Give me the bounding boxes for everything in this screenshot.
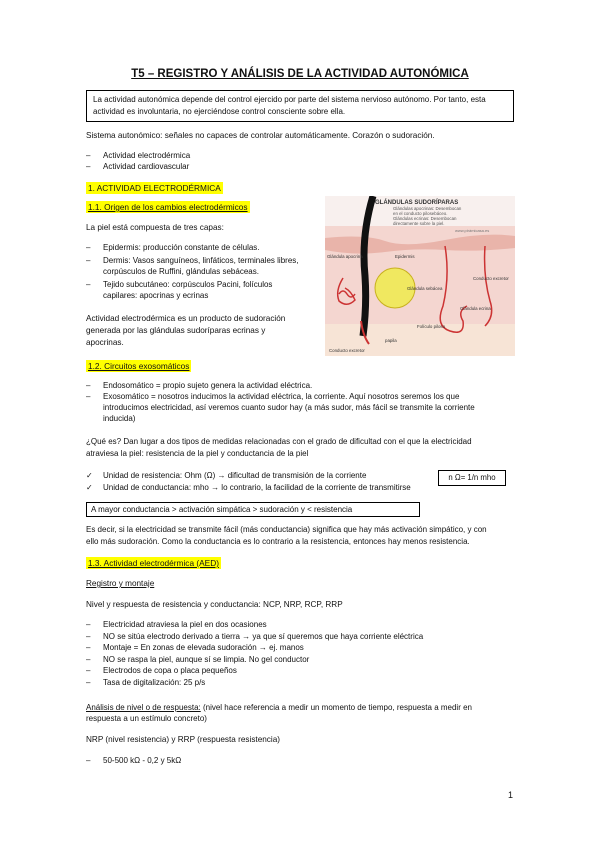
- analisis-paragraph: Análisis de nivel o de respuesta: (nivel hace referencia a medir un momento de tiempo, respuesta a medir en respuesta a un estímulo concreto): [86, 703, 472, 723]
- svg-text:www.pirámicasa.es: www.pirámicasa.es: [455, 228, 490, 233]
- intro-box: La actividad autonómica depende del control ejercido por parte del sistema nervioso autónomo. Por tanto, esta actividad es involuntaria, no ejerciéndose control consciente sobre ella.: [86, 90, 514, 122]
- intro-line: Sistema autonómico: señales no capaces de controlar automáticamente. Corazón o sudoración.: [86, 131, 435, 140]
- list-item: – NO se raspa la piel, aunque sí se limpia. No gel conductor: [86, 654, 310, 664]
- sweat-glands-figure: [325, 196, 515, 356]
- figure-title: GLÁNDULAS SUDORÍPARAS: [375, 200, 459, 206]
- list-item: – 50-500 kΩ - 0,2 y 5kΩ: [86, 756, 182, 765]
- list-item: – Electrodos de copa o placa pequeños: [86, 666, 237, 675]
- svg-text:Folículo piloso: Folículo piloso: [417, 324, 446, 329]
- aed-paragraph: Actividad electrodérmica es un producto de sudoración generada por las glándulas sudoríparas ecrinas y apocrinas.: [86, 314, 286, 347]
- list-item: – NO se sitúa electrodo derivado a tierra → ya que sí queremos que haya corriente eléctrica: [86, 631, 424, 641]
- svg-text:Glándula ecrina: Glándula ecrina: [460, 306, 491, 311]
- sweat-glands-illustration: [325, 196, 515, 356]
- section-heading-1-3: 1.3. Actividad electrodérmica (AED): [88, 558, 219, 568]
- check-icon: ✓: [86, 483, 93, 492]
- ohm-mho-box: n Ω= 1/n mho: [438, 470, 506, 486]
- list-item: – Montaje = En zonas de elevada sudoración → ej. manos: [86, 643, 304, 652]
- check-icon: ✓: [86, 471, 93, 480]
- list-item: – Endosomático = propio sujeto genera la actividad eléctrica.: [86, 381, 313, 390]
- svg-text:papila: papila: [385, 338, 397, 343]
- section-heading-1-1: 1.1. Origen de los cambios electrodérmicos: [88, 202, 248, 212]
- list-item: ✓ Unidad de resistencia: Ohm (Ω) → dificultad de transmisión de la corriente: [86, 471, 367, 480]
- list-item: – Actividad cardiovascular: [86, 162, 190, 171]
- section-heading-1-2: 1.2. Circuitos exosomáticos: [88, 361, 190, 371]
- svg-text:Epidermis: Epidermis: [395, 254, 415, 259]
- svg-text:Glándula apocrina: Glándula apocrina: [327, 254, 363, 259]
- units-checklist: [86, 470, 436, 494]
- section-heading-1: 1. ACTIVIDAD ELECTRODÉRMICA: [88, 183, 221, 193]
- range-list: [86, 755, 386, 766]
- list-item: – Exosomático = nosotros inducimos la actividad eléctrica, la corriente. Aquí nosotros seremos los que: [86, 392, 460, 401]
- montaje-list: [86, 619, 506, 688]
- nrp-line: NRP (nivel resistencia) y RRP (respuesta resistencia): [86, 735, 280, 744]
- es-decir-paragraph: Es decir, si la electricidad se transmite fácil (más conductancia) significa que hay más activación simpático, y con ello más sudoración. Como la conductancia es lo contrario a la resistencia, entonces hay menos resistencia.: [86, 525, 487, 546]
- list-item: – Dermis: Vasos sanguíneos, linfáticos, terminales libres,: [86, 256, 299, 265]
- list-item: – Tejido subcutáneo: corpúsculos Pacini, folículos: [86, 280, 273, 289]
- list-item: – Epidermis: producción constante de células.: [86, 243, 260, 252]
- registro-heading: Registro y montaje: [86, 579, 155, 588]
- intro-list: [86, 150, 386, 174]
- svg-text:Glándulas apocrinas: Desemboca: Glándulas apocrinas: Desembocan: [393, 206, 462, 211]
- svg-text:Glándulas ecrinas: Desembocan: Glándulas ecrinas: Desembocan: [393, 216, 457, 221]
- svg-text:directamente sobre la piel.: directamente sobre la piel.: [393, 221, 445, 226]
- page-title: T5 – REGISTRO Y ANÁLISIS DE LA ACTIVIDAD AUTONÓMICA: [131, 68, 469, 80]
- skin-intro: La piel está compuesta de tres capas:: [86, 223, 224, 232]
- list-item: – Electricidad atraviesa la piel en dos ocasiones: [86, 620, 267, 629]
- svg-text:Glándula sebácea: Glándula sebácea: [407, 286, 443, 291]
- svg-text:Conducto excretor: Conducto excretor: [329, 348, 365, 353]
- nivel-line: Nivel y respuesta de resistencia y conductancia: NCP, NRP, RCP, RRP: [86, 600, 343, 609]
- skin-layers-list: – Epidermis: producción constante de células. – Dermis: Vasos sanguíneos, linfáticos, terminales libres, corpúsculos de Ruffini, glándulas sebáceas. – Tejido subcutáneo: corpúsculos Pacini, folículos capilares: apocrinas y ecrinas: [86, 242, 321, 301]
- svg-text:Conducto excretor: Conducto excretor: [473, 276, 509, 281]
- question-paragraph: ¿Qué es? Dan lugar a dos tipos de medidas relacionadas con el grado de dificultad con el que la electricidad atraviesa la piel: resistencia de la piel y conductancia de la piel: [86, 437, 472, 458]
- page-number: 1: [508, 790, 514, 800]
- list-item: – Actividad electrodérmica: [86, 151, 191, 160]
- svg-text:en el conducto pilosebáceo.: en el conducto pilosebáceo.: [393, 211, 448, 216]
- conductance-box: A mayor conductancia > activación simpática > sudoración y < resistencia: [86, 502, 420, 517]
- circuits-list: – Endosomático = propio sujeto genera la actividad eléctrica. – Exosomático = nosotros inducimos la actividad eléctrica, la corriente. Aquí nosotros seremos los que introducimos electricidad, así veremos cuanto sudor hay (a más sudor, más fácil se transmite la corriente inducida): [86, 380, 506, 424]
- list-item: – Tasa de digitalización: 25 p/s: [86, 677, 206, 687]
- list-item: ✓ Unidad de conductancia: mho → lo contrario, la facilidad de la corriente de transmitirse: [86, 483, 411, 492]
